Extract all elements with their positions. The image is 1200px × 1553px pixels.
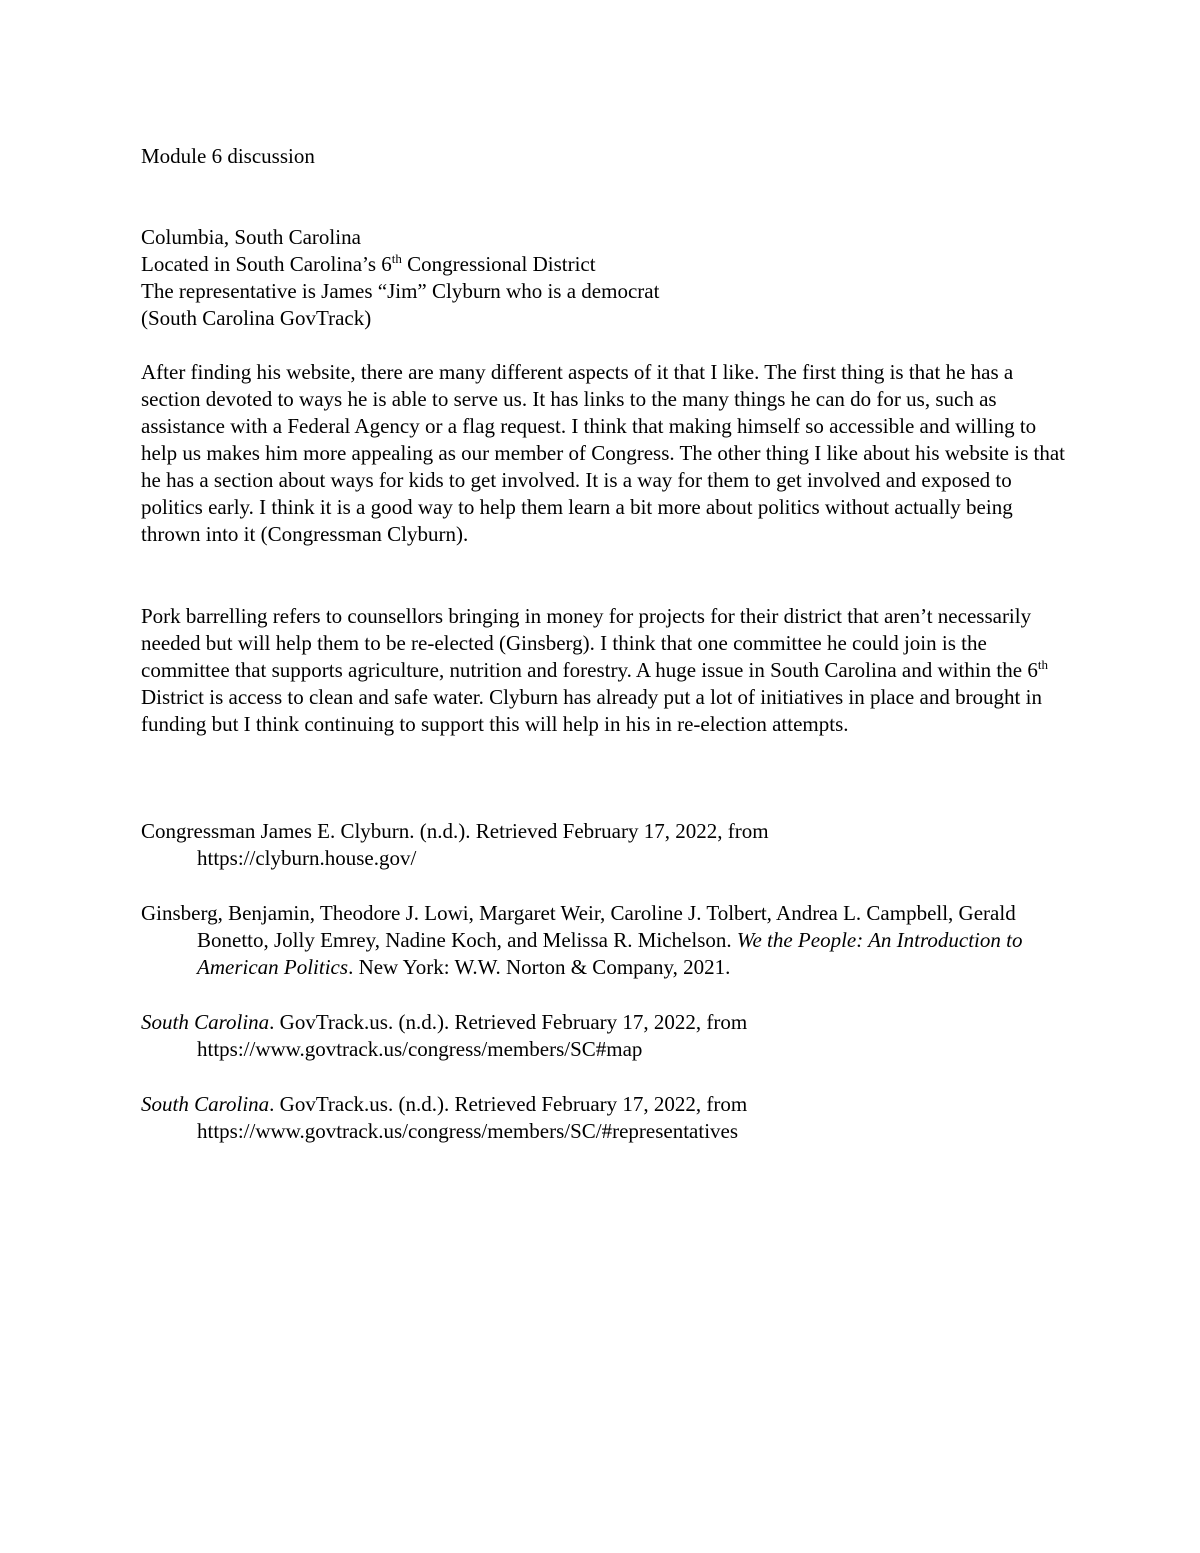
district-line-prefix: Located in South Carolina’s 6: [141, 252, 392, 276]
district-line-sup: th: [391, 251, 402, 266]
reference-lead: . GovTrack.us. (n.d.). Retrieved February 17, 2022, from: [269, 1010, 748, 1034]
source-line: (South Carolina GovTrack): [141, 306, 372, 330]
reference-italic-title: South Carolina: [141, 1092, 270, 1116]
paragraph-pork-text-a: Pork barrelling refers to counsellors bringing in money for projects for their district that aren’t necessarily needed but will help them to be re-elected (Ginsberg). I think that one committee he could join is the committee that supports agriculture, nutrition and forestry. A huge issue in South Carolina and within the 6: [141, 604, 1038, 682]
reference-clyburn: [141, 818, 1066, 872]
paragraph-pork-barrelling: [141, 603, 1066, 738]
representative-line: The representative is James “Jim” Clyburn who is a democrat: [141, 279, 660, 303]
reference-ginsberg: [141, 900, 1066, 981]
reference-url: https://www.govtrack.us/congress/members/SC/#representatives: [197, 1119, 739, 1143]
district-line: [141, 251, 659, 278]
reference-url: https://clyburn.house.gov/: [197, 846, 417, 870]
paragraph-website: After finding his website, there are many different aspects of it that I like. The first thing is that he has a section devoted to ways he is able to serve us. It has links to the many things he can do for us, such as assistance with a Federal Agency or a flag request. I think that making himself so accessible and willing to help us makes him more appealing as our member of Congress. The other thing I like about his website is that he has a section about ways for kids to get involved. It is a way for them to get involved and exposed to politics early. I think it is a good way to help them learn a bit more about politics without actually being thrown into it (Congressman Clyburn).: [141, 360, 1065, 546]
reference-govtrack-representatives: [141, 1091, 1066, 1145]
document-title: Module 6 discussion: [141, 144, 315, 168]
reference-lead: . GovTrack.us. (n.d.). Retrieved February 17, 2022, from: [269, 1092, 748, 1116]
paragraph-pork-sup: th: [1037, 657, 1048, 672]
reference-italic-title: South Carolina: [141, 1010, 270, 1034]
district-line-suffix: Congressional District: [401, 252, 596, 276]
reference-lead: Ginsberg, Benjamin, Theodore J. Lowi, Margaret Weir, Caroline J. Tolbert, Andrea L. Campbell, Gerald Bonetto, Jolly Emrey, Nadine Koch, and Melissa R. Michelson.: [141, 901, 1016, 952]
reference-tail: . New York: W.W. Norton & Company, 2021.: [348, 955, 731, 979]
district-info: [141, 224, 659, 332]
reference-book-title: We the People: An Introduction to American Politics: [197, 928, 1023, 979]
reference-url: https://www.govtrack.us/congress/members/SC#map: [197, 1037, 643, 1061]
city-line: Columbia, South Carolina: [141, 225, 361, 249]
reference-lead: Congressman James E. Clyburn. (n.d.). Retrieved February 17, 2022, from: [141, 819, 769, 843]
paragraph-pork-text-b: District is access to clean and safe water. Clyburn has already put a lot of initiatives in place and brought in funding but I think continuing to support this will help in his in re-election attempts.: [141, 685, 1042, 736]
reference-govtrack-map: [141, 1009, 1066, 1063]
